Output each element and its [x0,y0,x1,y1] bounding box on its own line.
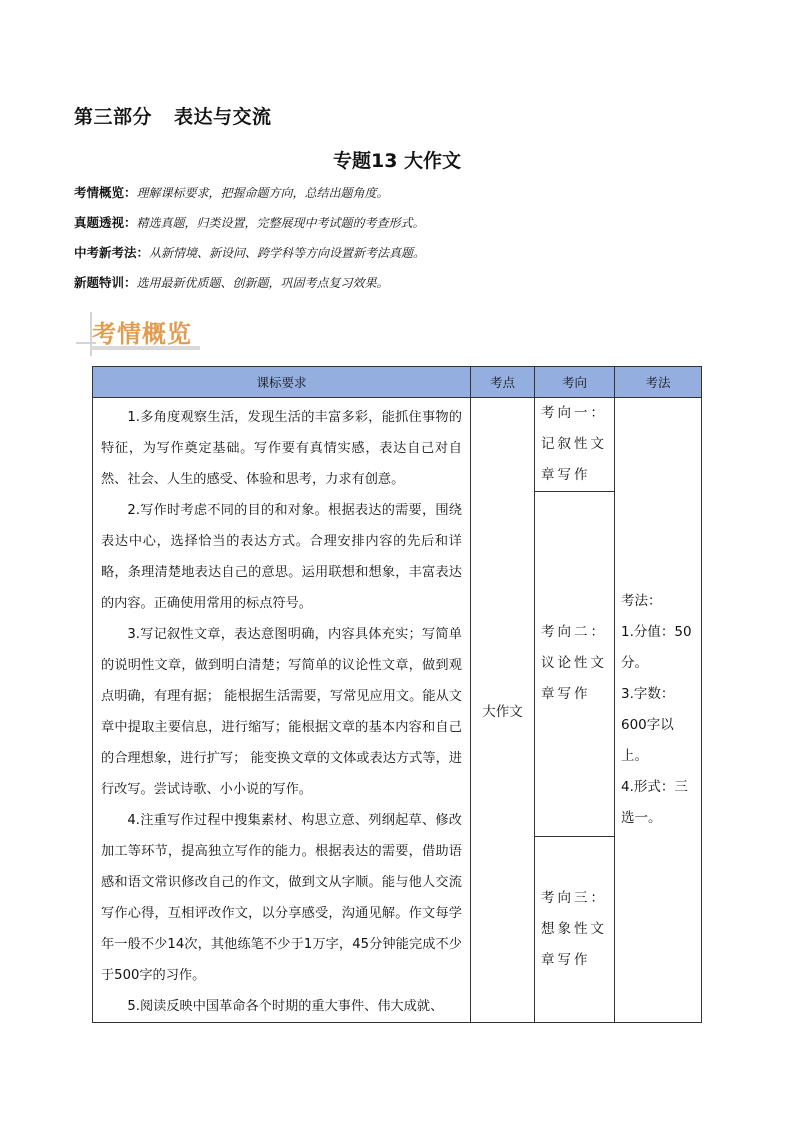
requirement-paragraph: 3.写记叙性文章，表达意图明确，内容具体充实；写简单的说明性文章，做到明白清楚；写简单的议论性文章，做到观点明确，有理有据； 能根据生活需要，写常见应用文。能从文章中提取主要信息，进行缩写；能根据文章的基本内容和自己的合理想象，进行扩写； 能变换文章的文体或表达方式等，进行改写。尝试诗歌、小小说的写作。 [101,627,462,797]
topic-title: 专题13 大作文 [332,150,462,172]
section-heading-text: 考情概览 [92,320,192,348]
method-line: 3.字数：600字以上。 [621,686,675,764]
part-name: 表达与交流 [174,106,272,128]
intro-value: 精选真题，归类设置，完整展现中考试题的考查形式。 [136,216,425,230]
method-line: 考法： [621,593,662,609]
intro-value: 理解课标要求，把握命题方向，总结出题角度。 [136,186,389,200]
requirement-paragraph: 2.写作时考虑不同的目的和对象。根据表达的需要，围绕表达中心，选择恰当的表达方式。合理安排内容的先后和详略，条理清楚地表达自己的意思。运用联想和想象，丰富表达的内容。正确使用常用的标点符号。 [101,503,462,611]
requirements-table [92,366,702,1023]
column-header: 考点 [471,367,535,398]
requirement-paragraph: 5.阅读反映中国革命各个时期的重大事件、伟大成就、 [127,999,444,1014]
intro-item [74,214,734,244]
intro-value: 选用最新优质题、创新题，巩固考点复习效果。 [136,276,389,290]
intro-value: 从新情境、新设问、跨学科等方向设置新考法真题。 [149,246,426,260]
table-row [93,398,702,492]
intro-key: 真题透视： [74,215,137,230]
intro-item [74,244,734,274]
intro-item [74,184,734,214]
section-heading [76,312,200,356]
part-label: 第三部分 [74,106,153,128]
intro-key: 中考新考法： [74,245,150,260]
column-header: 考向 [535,367,615,398]
part-title [74,102,272,129]
table-header-row [93,367,702,398]
direction-cell: 考向二：议论性文章写作 [535,492,615,837]
requirement-paragraph: 1.多角度观察生活，发现生活的丰富多彩，能抓住事物的特征，为写作奠定基础。写作要有真情实感，表达自己对自然、社会、人生的感受、体验和思考，力求有创意。 [101,410,462,487]
intro-key: 新题特训： [74,275,137,290]
direction-cell: 考向一：记叙性文章写作 [535,398,615,492]
requirements-cell [93,398,471,1023]
method-cell [615,398,702,1023]
method-line: 4.形式：三选一。 [621,779,688,826]
column-header: 课标要求 [93,367,471,398]
intro-key: 考情概览： [74,185,137,200]
method-line: 1.分值：50分。 [621,624,692,671]
intro-item [74,274,734,304]
direction-cell: 考向三：想象性文章写作 [535,836,615,1022]
intro-list [74,184,734,304]
keypoint-cell: 大作文 [471,398,535,1023]
column-header: 考法 [615,367,702,398]
requirement-paragraph: 4.注重写作过程中搜集素材、构思立意、列纲起草、修改加工等环节，提高独立写作的能力。根据表达的需要，借助语感和语文常识修改自己的作文，做到文从字顺。能与他人交流写作心得，互相评改作文，以分享感受，沟通见解。作文每学年一般不少14次，其他练笔不少于1万字，45分钟能完成不少于500字的习作。 [101,813,462,983]
